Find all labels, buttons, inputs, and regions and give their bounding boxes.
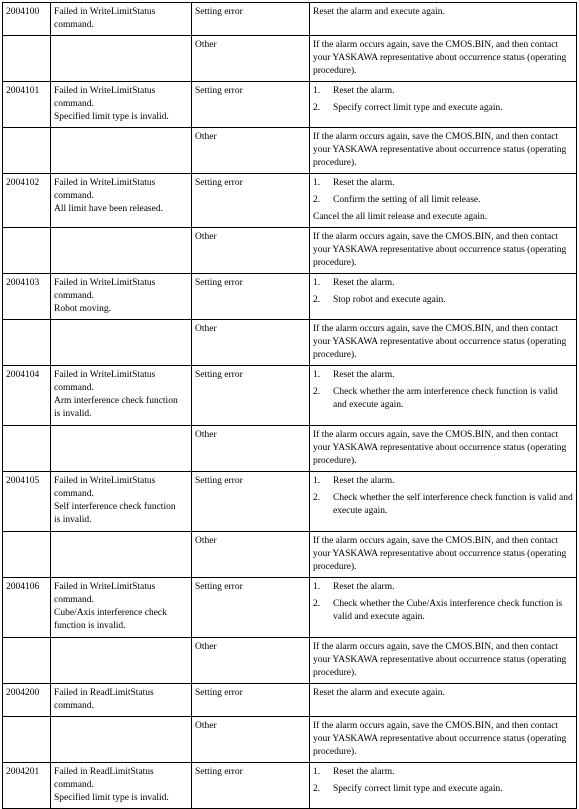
meaning-line: All limit have been released. — [54, 204, 163, 214]
meaning-line: command. — [54, 383, 94, 393]
alarm-code-cell: 2004201 — [3, 763, 51, 809]
remedy-extra-text: Cancel the all limit release and execute again. — [313, 212, 488, 222]
alarm-code-cell — [3, 128, 51, 174]
step-number: 2. — [313, 599, 321, 609]
meaning-line: Specified limit type is invalid. — [54, 793, 169, 803]
alarm-row — [3, 578, 577, 638]
alarm-remedy-cell — [310, 366, 577, 426]
step-text: Reset the alarm. — [333, 178, 395, 188]
meaning-line: command. — [54, 20, 94, 30]
step-text: Specify correct limit type and execute again. — [333, 784, 503, 794]
remedy-text: Reset the alarm and execute again. — [313, 7, 445, 17]
alarm-meaning-cell — [51, 36, 192, 82]
step-text: Reset the alarm. — [333, 767, 395, 777]
alarm-meaning-cell — [51, 578, 192, 638]
alarm-cause-cell: Setting error — [192, 684, 310, 717]
remedy-step — [313, 102, 573, 115]
remedy-step — [313, 277, 573, 290]
remedy-text: If the alarm occurs again, save the CMOS.BIN, and then contact your YASKAWA representative about occurrence status (operating procedure). — [313, 536, 567, 572]
meaning-line: Failed in WriteLimitStatus — [54, 476, 156, 486]
alarm-code-cell: 2004106 — [3, 578, 51, 638]
alarm-cause-cell: Other — [192, 717, 310, 763]
alarm-remedy-cell — [310, 228, 577, 274]
alarm-cause-cell: Setting error — [192, 472, 310, 532]
remedy-step — [313, 386, 573, 412]
meaning-line: Failed in ReadLimitStatus — [54, 688, 154, 698]
remedy-step — [313, 294, 573, 307]
alarm-cause-cell: Setting error — [192, 3, 310, 36]
alarm-row — [3, 472, 577, 532]
remedy-step — [313, 475, 573, 488]
alarm-row — [3, 82, 577, 128]
alarm-cause-cell: Other — [192, 426, 310, 472]
meaning-line: command. — [54, 701, 94, 711]
step-number: 2. — [313, 103, 321, 113]
step-text: Reset the alarm. — [333, 278, 395, 288]
alarm-cause-cell: Other — [192, 320, 310, 366]
alarm-cause-cell: Other — [192, 638, 310, 684]
alarm-meaning-cell — [51, 82, 192, 128]
alarm-code-cell — [3, 228, 51, 274]
meaning-line: command. — [54, 191, 94, 201]
alarm-row — [3, 174, 577, 228]
alarm-cause-cell: Setting error — [192, 174, 310, 228]
meaning-line: Self interference check function — [54, 502, 176, 512]
meaning-line: Failed in WriteLimitStatus — [54, 278, 156, 288]
alarm-meaning-cell — [51, 472, 192, 532]
alarm-meaning-cell — [51, 532, 192, 578]
remedy-text: If the alarm occurs again, save the CMOS.BIN, and then contact your YASKAWA representative about occurrence status (operating procedure). — [313, 642, 567, 678]
alarm-code-cell: 2004101 — [3, 82, 51, 128]
alarm-row — [3, 228, 577, 274]
alarm-cause-cell: Other — [192, 36, 310, 82]
alarm-meaning-cell — [51, 320, 192, 366]
alarm-cause-cell: Setting error — [192, 763, 310, 809]
alarm-remedy-cell — [310, 763, 577, 809]
step-text: Reset the alarm. — [333, 582, 395, 592]
remedy-step — [313, 85, 573, 98]
alarm-row — [3, 128, 577, 174]
alarm-code-cell: 2004100 — [3, 3, 51, 36]
alarm-table-body — [3, 3, 577, 809]
alarm-table — [2, 2, 577, 809]
alarm-code-cell — [3, 320, 51, 366]
meaning-line: Failed in WriteLimitStatus — [54, 178, 156, 188]
meaning-line: command. — [54, 595, 94, 605]
alarm-row — [3, 717, 577, 763]
remedy-step — [313, 369, 573, 382]
alarm-remedy-cell — [310, 36, 577, 82]
step-text: Reset the alarm. — [333, 86, 395, 96]
alarm-row — [3, 3, 577, 36]
step-text: Check whether the self interference check function is valid and execute again. — [333, 493, 573, 516]
alarm-meaning-cell — [51, 3, 192, 36]
alarm-remedy-cell — [310, 174, 577, 228]
meaning-line: Failed in WriteLimitStatus — [54, 582, 156, 592]
step-number: 2. — [313, 295, 321, 305]
alarm-cause-cell: Other — [192, 228, 310, 274]
alarm-code-cell: 2004103 — [3, 274, 51, 320]
alarm-cause-cell: Setting error — [192, 274, 310, 320]
meaning-line: command. — [54, 489, 94, 499]
step-number: 1. — [313, 767, 321, 777]
meaning-line: command. — [54, 780, 94, 790]
meaning-line: command. — [54, 99, 94, 109]
alarm-meaning-cell — [51, 366, 192, 426]
step-text: Confirm the setting of all limit release. — [333, 195, 481, 205]
alarm-remedy-cell — [310, 320, 577, 366]
remedy-text: If the alarm occurs again, save the CMOS.BIN, and then contact your YASKAWA representative about occurrence status (operating procedure). — [313, 430, 567, 466]
alarm-meaning-cell — [51, 684, 192, 717]
alarm-code-cell — [3, 717, 51, 763]
meaning-line: is invalid. — [54, 409, 92, 419]
alarm-row — [3, 426, 577, 472]
step-number: 1. — [313, 278, 321, 288]
remedy-step — [313, 783, 573, 796]
meaning-line: function is invalid. — [54, 621, 126, 631]
alarm-cause-cell: Other — [192, 128, 310, 174]
alarm-meaning-cell — [51, 228, 192, 274]
alarm-code-cell — [3, 638, 51, 684]
alarm-remedy-cell — [310, 82, 577, 128]
alarm-remedy-cell — [310, 426, 577, 472]
alarm-remedy-cell — [310, 578, 577, 638]
remedy-step — [313, 766, 573, 779]
step-number: 2. — [313, 387, 321, 397]
step-number: 2. — [313, 784, 321, 794]
alarm-cause-cell: Other — [192, 532, 310, 578]
remedy-step — [313, 177, 573, 190]
alarm-remedy-cell — [310, 274, 577, 320]
alarm-row — [3, 320, 577, 366]
alarm-meaning-cell — [51, 426, 192, 472]
alarm-code-cell — [3, 426, 51, 472]
alarm-remedy-cell — [310, 3, 577, 36]
step-text: Stop robot and execute again. — [333, 295, 446, 305]
alarm-meaning-cell — [51, 763, 192, 809]
remedy-step — [313, 581, 573, 594]
alarm-row — [3, 274, 577, 320]
alarm-row — [3, 638, 577, 684]
alarm-row — [3, 763, 577, 809]
step-text: Check whether the Cube/Axis interference check function is valid and execute again. — [333, 599, 563, 622]
remedy-text: If the alarm occurs again, save the CMOS.BIN, and then contact your YASKAWA representative about occurrence status (operating procedure). — [313, 132, 567, 168]
step-number: 1. — [313, 476, 321, 486]
remedy-step — [313, 598, 573, 624]
meaning-line: Specified limit type is invalid. — [54, 112, 169, 122]
alarm-cause-cell: Setting error — [192, 366, 310, 426]
meaning-line: Failed in WriteLimitStatus — [54, 86, 156, 96]
remedy-text: If the alarm occurs again, save the CMOS.BIN, and then contact your YASKAWA representative about occurrence status (operating procedure). — [313, 40, 567, 76]
meaning-line: Failed in WriteLimitStatus — [54, 7, 156, 17]
alarm-row — [3, 532, 577, 578]
alarm-code-cell: 2004105 — [3, 472, 51, 532]
meaning-line: command. — [54, 291, 94, 301]
meaning-line: is invalid. — [54, 515, 92, 525]
alarm-remedy-cell — [310, 128, 577, 174]
remedy-text: If the alarm occurs again, save the CMOS.BIN, and then contact your YASKAWA representative about occurrence status (operating procedure). — [313, 324, 567, 360]
meaning-line: Failed in ReadLimitStatus — [54, 767, 154, 777]
alarm-code-cell — [3, 36, 51, 82]
alarm-code-cell — [3, 532, 51, 578]
step-number: 2. — [313, 493, 321, 503]
step-number: 1. — [313, 178, 321, 188]
alarm-meaning-cell — [51, 174, 192, 228]
alarm-meaning-cell — [51, 717, 192, 763]
meaning-line: Robot moving. — [54, 304, 112, 314]
step-number: 1. — [313, 86, 321, 96]
alarm-meaning-cell — [51, 274, 192, 320]
alarm-remedy-cell — [310, 684, 577, 717]
remedy-text: If the alarm occurs again, save the CMOS.BIN, and then contact your YASKAWA representative about occurrence status (operating procedure). — [313, 232, 567, 268]
step-text: Check whether the arm interference check function is valid and execute again. — [333, 387, 558, 410]
alarm-meaning-cell — [51, 128, 192, 174]
alarm-row — [3, 366, 577, 426]
remedy-text: Reset the alarm and execute again. — [313, 688, 445, 698]
meaning-line: Arm interference check function — [54, 396, 178, 406]
meaning-line: Failed in WriteLimitStatus — [54, 370, 156, 380]
alarm-remedy-cell — [310, 532, 577, 578]
step-number: 2. — [313, 195, 321, 205]
alarm-row — [3, 36, 577, 82]
alarm-cause-cell: Setting error — [192, 578, 310, 638]
alarm-remedy-cell — [310, 717, 577, 763]
step-text: Reset the alarm. — [333, 476, 395, 486]
alarm-row — [3, 684, 577, 717]
alarm-meaning-cell — [51, 638, 192, 684]
alarm-cause-cell: Setting error — [192, 82, 310, 128]
meaning-line: Cube/Axis interference check — [54, 608, 167, 618]
step-text: Specify correct limit type and execute again. — [333, 103, 503, 113]
alarm-code-cell: 2004200 — [3, 684, 51, 717]
alarm-remedy-cell — [310, 638, 577, 684]
step-number: 1. — [313, 370, 321, 380]
alarm-code-cell: 2004104 — [3, 366, 51, 426]
remedy-step — [313, 194, 573, 207]
remedy-text: If the alarm occurs again, save the CMOS.BIN, and then contact your YASKAWA representative about occurrence status (operating procedure). — [313, 721, 567, 757]
alarm-remedy-cell — [310, 472, 577, 532]
alarm-code-cell: 2004102 — [3, 174, 51, 228]
remedy-step — [313, 492, 573, 518]
step-text: Reset the alarm. — [333, 370, 395, 380]
step-number: 1. — [313, 582, 321, 592]
